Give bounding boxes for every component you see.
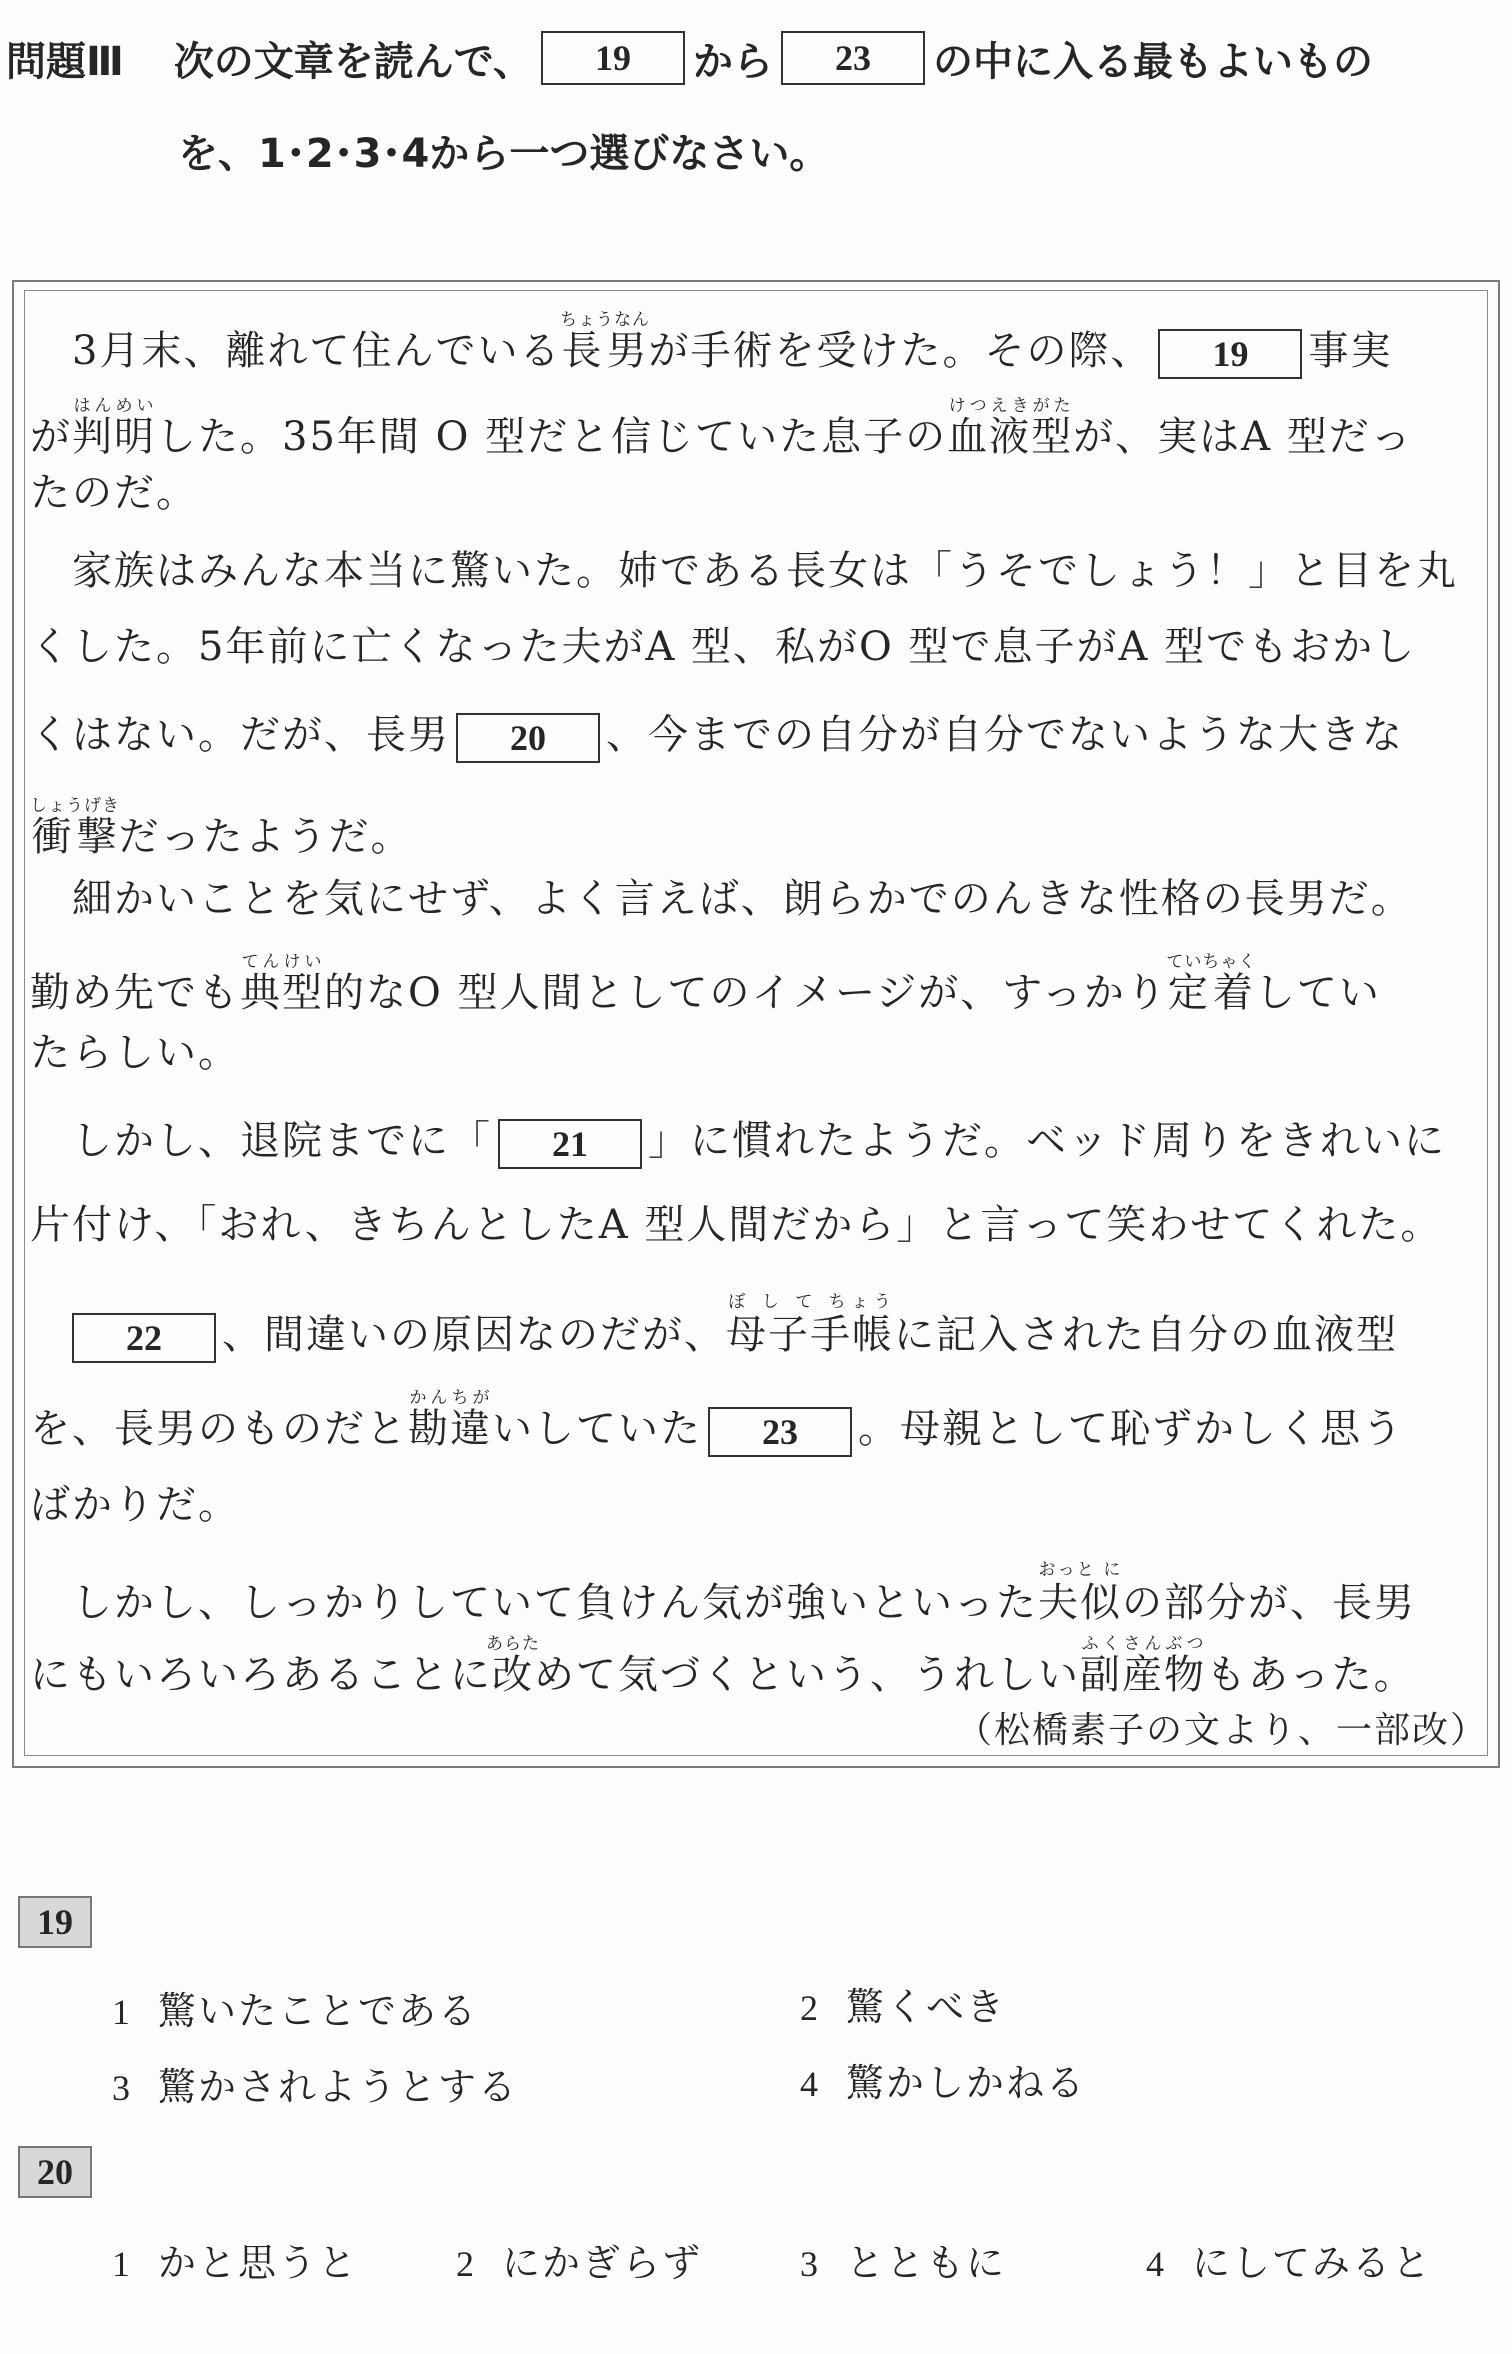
- blank-box-21: 21: [498, 1119, 642, 1169]
- passage-line: ばかりだ。: [30, 1482, 240, 1528]
- source-citation: （松橋素子の文より、一部改）: [955, 1710, 1488, 1751]
- passage-line: 細かいことを気にせず、よく言えば、朗らかでのんきな性格の長男だ。: [72, 876, 1413, 922]
- question-number-19: 19: [18, 1896, 92, 1948]
- passage-line: くはない。だが、長男 20 、今までの自分が自分でないような大きな: [30, 712, 1404, 763]
- ruby-word: 血液型けつえきがた: [947, 396, 1074, 460]
- passage-line: にもいろいろあることに改あらためて気づくという、うれしい副産物ふくさんぶつもあった。: [30, 1634, 1416, 1698]
- option-19-1[interactable]: 1 驚いたことである: [112, 1989, 479, 2033]
- ruby-word: 副産物ふくさんぶつ: [1080, 1634, 1206, 1698]
- section-label: 問題Ⅲ: [6, 38, 124, 85]
- blank-box-end: 23: [781, 31, 925, 85]
- option-20-4[interactable]: 4 にしてみると: [1146, 2241, 1433, 2285]
- passage-line: くした。5年前に亡くなった夫がA 型、私がO 型で息子がA 型でもおかし: [30, 624, 1417, 670]
- passage-line: が判明はんめいした。35年間 O 型だと信じていた息子の血液型けつえきがたが、実はA 型だっ: [30, 396, 1413, 460]
- passage-line: 家族はみんな本当に驚いた。姉である長女は「うそでしょう！」と目を丸: [72, 548, 1458, 594]
- passage-line: 勤め先でも典型てんけい的なO 型人間としてのイメージが、すっかり定着ていちゃくしてい: [30, 952, 1381, 1016]
- passage-line: しかし、退院までに「 21 」に慣れたようだ。ベッド周りをきれいに: [72, 1118, 1446, 1169]
- question-number-20: 20: [18, 2146, 92, 2198]
- ruby-word: 定着ていちゃく: [1166, 952, 1257, 1016]
- blank-box-22: 22: [72, 1313, 216, 1363]
- instruction-text: 次の文章を読んで、: [173, 38, 534, 85]
- blank-box-23: 23: [708, 1407, 852, 1457]
- question-header: [6, 28, 1373, 88]
- option-20-3[interactable]: 3 とともに: [800, 2241, 1007, 2285]
- passage-line: 衝撃しょうげきだったようだ。: [30, 796, 413, 860]
- ruby-word: 勘違かんちが: [408, 1388, 492, 1452]
- ruby-word: 判明はんめい: [72, 396, 156, 460]
- ruby-word: 衝撃しょうげき: [30, 796, 120, 860]
- passage-line: を、長男のものだと勘違かんちがいしていた 23 。母親として恥ずかしく思う: [30, 1388, 1404, 1457]
- ruby-word: 夫似おっと に: [1038, 1560, 1122, 1626]
- option-19-3[interactable]: 3 驚かされようとする: [112, 2065, 519, 2109]
- passage-inner-frame: [24, 290, 1488, 1756]
- blank-box-19: 19: [1158, 329, 1302, 379]
- option-19-2[interactable]: 2 驚くべき: [800, 1985, 1007, 2029]
- option-20-2[interactable]: 2 にかぎらず: [456, 2241, 703, 2285]
- instruction-line2: を、1･2･3･4から一つ選びなさい。: [178, 131, 830, 177]
- ruby-word: 典型てんけい: [240, 952, 324, 1016]
- option-20-1[interactable]: 1 かと思うと: [112, 2241, 359, 2285]
- ruby-word: 長男ちょうなん: [559, 310, 650, 374]
- passage-line: 22 、間違いの原因なのだが、母子手帳ぼ し て ちょうに記入された自分の血液型: [72, 1292, 1398, 1363]
- passage-line: 片付け、「おれ、きちんとしたA 型人間だから」と言って笑わせてくれた。: [30, 1202, 1443, 1248]
- option-19-4[interactable]: 4 驚かしかねる: [800, 2061, 1087, 2105]
- instruction-text: の中に入る最もよいもの: [933, 38, 1374, 85]
- passage-line: たのだ。: [30, 470, 198, 516]
- ruby-word: 母子手帳ぼ し て ちょう: [726, 1292, 894, 1358]
- blank-box-20: 20: [456, 713, 600, 763]
- passage-line: しかし、しっかりしていて負けん気が強いといった夫似おっと にの部分が、長男: [72, 1560, 1416, 1626]
- blank-box-start: 19: [541, 31, 685, 85]
- passage-line: たらしい。: [30, 1030, 240, 1076]
- instruction-text: から: [693, 38, 774, 85]
- passage-line: 3月末、離れて住んでいる長男ちょうなんが手術を受けた。その際、 19 事実: [72, 310, 1392, 379]
- ruby-word: 改あらた: [486, 1634, 540, 1698]
